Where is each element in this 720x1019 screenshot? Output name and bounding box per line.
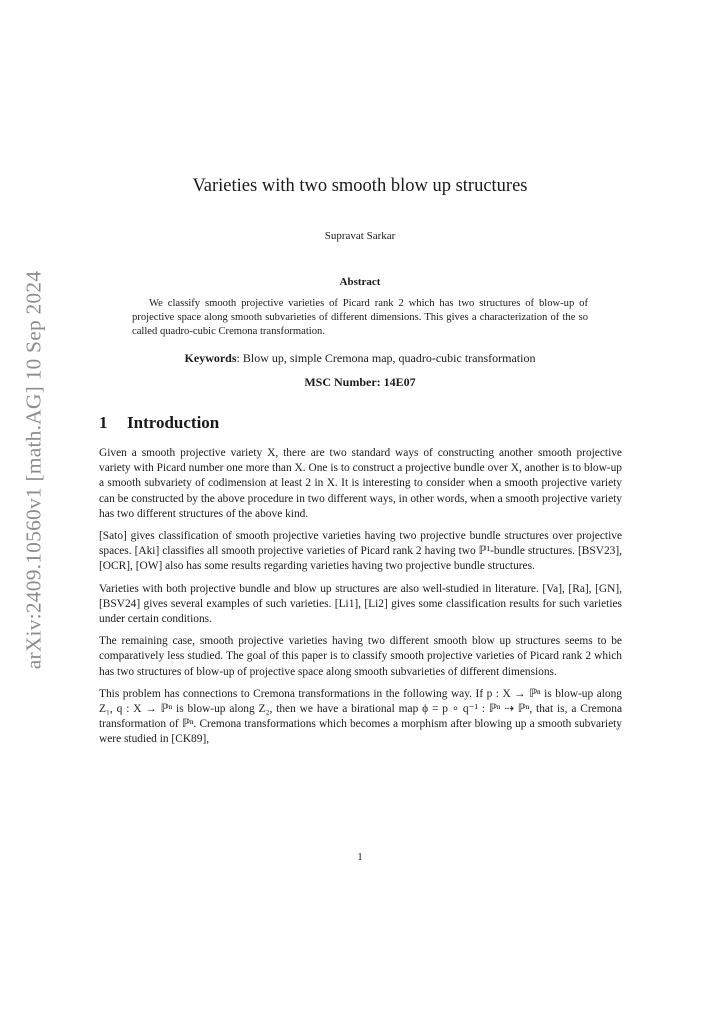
paper-title: Varieties with two smooth blow up structures xyxy=(192,176,528,196)
paragraph: [Sato] gives classification of smooth projective varieties having two projective bundle structures over projective spaces. [Aki] classifies all smooth projective varieties of Picard rank 2 having two ℙ¹-bundle structures. [BSV23], [OCR], [OW] also has some results regarding varieties having two projective bundle structures. xyxy=(99,530,622,573)
introduction-body xyxy=(99,446,622,755)
page-number: 1 xyxy=(357,851,363,863)
section-number: 1 xyxy=(99,413,108,432)
section-title: Introduction xyxy=(127,413,220,432)
keywords-line xyxy=(0,351,720,366)
paragraph: This problem has connections to Cremona transformations in the following way. If p : X → ℙⁿ is blow-up along Z₁, q : X → ℙⁿ is blow-up along Z₂, then we have a birational map ϕ = p ∘ q⁻¹ : ℙⁿ ⇢ ℙⁿ, that is, a Cremona transformation of ℙⁿ. Cremona transformations which becomes a morphism after blowing up a smooth subvariety were studied in [CK89], xyxy=(99,687,622,746)
paragraph: Varieties with both projective bundle and blow up structures are also well-studied in literature. [Va], [Ra], [GN], [BSV24] gives several examples of such varieties. [Li1], [Li2] gives some classification results for such varieties under certain conditions. xyxy=(99,582,622,626)
msc-number: MSC Number: 14E07 xyxy=(304,375,416,389)
paragraph: The remaining case, smooth projective varieties having two different smooth blow up structures seems to be comparatively less studied. The goal of this paper is to classify smooth projective varieties of Picard rank 2 which has two structures of blow-up of projective space along smooth subvarieties of different dimensions. xyxy=(99,635,622,678)
abstract-heading: Abstract xyxy=(339,276,381,288)
paragraph: Given a smooth projective variety X, there are two standard ways of constructing another smooth projective variety with Picard number one more than X. One is to construct a projective bundle over X, another is to blow-up a smooth subvariety of codimension at least 2 in X. It is interesting to consider when a smooth projective variety can be constructed by the above procedure in two different ways, in other words, when a smooth projective variety has two different structures of the above kind. xyxy=(99,447,622,520)
abstract-text: We classify smooth projective varieties of Picard rank 2 which has two structures of blow-up of projective space along smooth subvarieties of different dimensions. This gives a characterization of the so called quadro-cubic Cremona transformation. xyxy=(132,298,588,338)
keywords-text: : Blow up, simple Cremona map, quadro-cubic transformation xyxy=(236,351,536,365)
author-name: Supravat Sarkar xyxy=(324,230,396,242)
keywords-label: Keywords xyxy=(184,351,237,365)
section-heading xyxy=(99,413,219,433)
arxiv-identifier-stamp: arXiv:2409.10560v1 [math.AG] 10 Sep 2024 xyxy=(21,270,46,670)
